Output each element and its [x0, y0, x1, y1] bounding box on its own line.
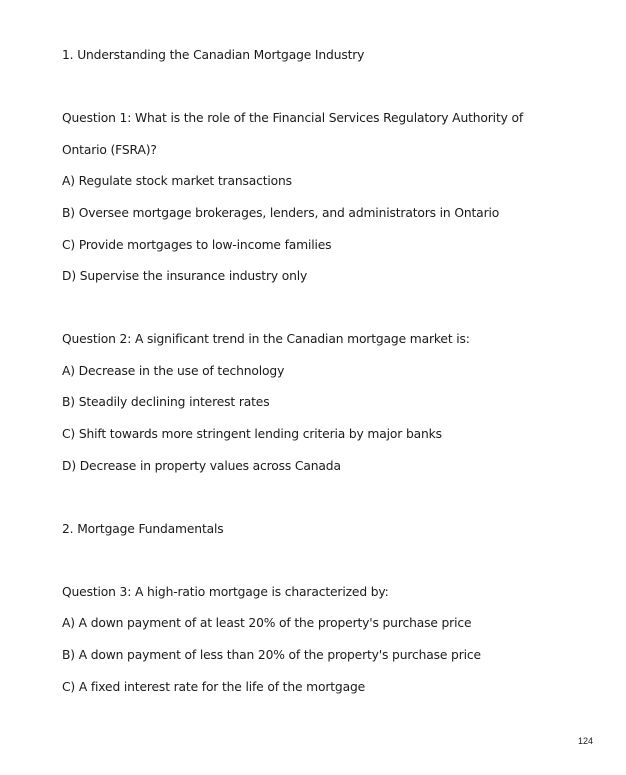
answer-option: A) Decrease in the use of technology — [62, 364, 285, 378]
question-prompt: Question 2: A significant trend in the Canadian mortgage market is: — [62, 332, 470, 346]
section-heading: 1. Understanding the Canadian Mortgage Industry — [62, 48, 365, 62]
answer-option: B) Oversee mortgage brokerages, lenders, and administrators in Ontario — [62, 206, 500, 220]
question-prompt: Question 3: A high-ratio mortgage is characterized by: — [62, 585, 389, 599]
answer-option: C) A fixed interest rate for the life of the mortgage — [62, 680, 366, 694]
answer-option: C) Shift towards more stringent lending criteria by major banks — [62, 427, 442, 441]
answer-option: D) Decrease in property values across Canada — [62, 459, 341, 473]
answer-option: B) A down payment of less than 20% of the property's purchase price — [62, 648, 481, 662]
answer-option: C) Provide mortgages to low-income families — [62, 238, 332, 252]
question-prompt: Question 1: What is the role of the Financial Services Regulatory Authority of — [62, 111, 524, 125]
page-number: 124 — [578, 736, 594, 746]
question-prompt-continued: Ontario (FSRA)? — [62, 143, 157, 157]
section-heading: 2. Mortgage Fundamentals — [62, 522, 224, 536]
answer-option: D) Supervise the insurance industry only — [62, 269, 308, 283]
answer-option: A) Regulate stock market transactions — [62, 174, 292, 188]
answer-option: B) Steadily declining interest rates — [62, 395, 270, 409]
answer-option: A) A down payment of at least 20% of the property's purchase price — [62, 616, 472, 630]
